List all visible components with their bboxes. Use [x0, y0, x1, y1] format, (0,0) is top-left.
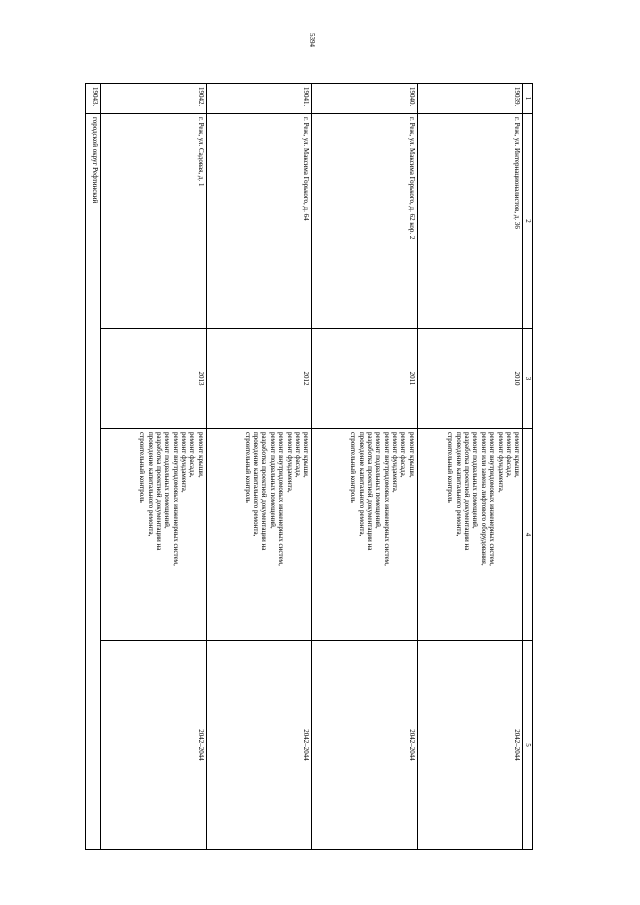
row-number: 19041.: [206, 84, 312, 114]
work-item: ремонт подвальных помещений,: [163, 432, 172, 529]
period-cell: 2042–2044: [417, 641, 523, 850]
year-cell: 2011: [312, 329, 418, 429]
work-item: ремонт фасада,: [505, 432, 513, 478]
period-cell: 2042–2044: [206, 641, 312, 850]
work-item: разработка проектной документации на: [154, 432, 163, 551]
work-item: ремонт внутридомовых инженерных систем,: [277, 432, 286, 566]
year-cell: 2013: [101, 329, 207, 429]
work-item: ремонт фундамента,: [391, 432, 400, 493]
table-row: [417, 84, 523, 850]
period-cell: 2042–2044: [101, 641, 207, 850]
work-item: строительный контроль: [349, 432, 358, 503]
column-number: 4: [523, 429, 533, 641]
works-cell: [101, 429, 207, 641]
work-item: разработка проектной документации на: [365, 432, 374, 551]
works-cell: [206, 429, 312, 641]
work-item: ремонт фасада,: [188, 432, 197, 478]
work-item: ремонт подвальных помещений,: [374, 432, 383, 529]
work-item: строительный контроль: [446, 432, 455, 503]
work-item: ремонт подвальных помещений,: [268, 432, 277, 529]
work-item: разработка проектной документации на: [260, 432, 269, 551]
work-item: проведение капитального ремонта,: [454, 432, 463, 537]
municipality-name: городской округ Рефтинский: [86, 114, 101, 850]
address-cell: г. Реж, ул. Максима Горького, д. 62 кор. 2: [312, 114, 418, 329]
work-item: ремонт крыши,: [513, 432, 522, 478]
work-item: строительный контроль: [138, 432, 147, 503]
address-cell: г. Реж, ул. Садовая, д. 1: [101, 114, 207, 329]
address-cell: г. Реж, ул. Максима Горького, д. 64: [206, 114, 312, 329]
column-number: 5: [523, 641, 533, 850]
table-row: [206, 84, 312, 850]
works-cell: [312, 429, 418, 641]
column-number: 3: [523, 329, 533, 429]
work-item: ремонт внутридомовых инженерных систем,: [488, 432, 497, 566]
work-item: разработка проектной документации на: [463, 432, 472, 551]
address-cell: г. Реж, ул. Интернационалистов, д. 36: [417, 114, 523, 329]
page-number: 5394: [308, 33, 316, 47]
work-item: строительный контроль: [243, 432, 252, 503]
column-number: 1: [523, 84, 533, 114]
work-item: ремонт крыши,: [407, 432, 416, 478]
row-number: 19040.: [312, 84, 418, 114]
work-item: ремонт крыши,: [196, 432, 205, 478]
rotated-table-container: [85, 83, 533, 849]
year-cell: 2010: [417, 329, 523, 429]
work-item: ремонт фасада,: [399, 432, 408, 478]
period-cell: 2042–2044: [312, 641, 418, 850]
work-item: проведение капитального ремонта,: [252, 432, 261, 537]
year-cell: 2012: [206, 329, 312, 429]
work-item: проведение капитального ремонта,: [357, 432, 366, 537]
work-item: ремонт фундамента,: [285, 432, 294, 493]
work-item: проведение капитального ремонта,: [146, 432, 155, 537]
works-cell: [417, 429, 523, 641]
table-row: [101, 84, 207, 850]
row-number: 19042.: [101, 84, 207, 114]
work-item: ремонт фасада,: [294, 432, 302, 478]
row-number: 19043.: [86, 84, 101, 114]
work-item: ремонт внутридомовых инженерных систем,: [171, 432, 180, 566]
column-number-row: [523, 84, 533, 850]
table-row: [312, 84, 418, 850]
row-number: 19039.: [417, 84, 523, 114]
housing-repair-table: [85, 83, 533, 850]
work-item: ремонт фундамента,: [496, 432, 505, 493]
table-row-municipality: [86, 84, 101, 850]
work-item: ремонт или замена лифтового оборудования,: [479, 432, 488, 566]
work-item: ремонт крыши,: [302, 432, 311, 478]
work-item: ремонт фундамента,: [180, 432, 189, 493]
column-number: 2: [523, 114, 533, 329]
work-item: ремонт внутридомовых инженерных систем,: [382, 432, 391, 566]
work-item: ремонт подвальных помещений,: [471, 432, 480, 529]
